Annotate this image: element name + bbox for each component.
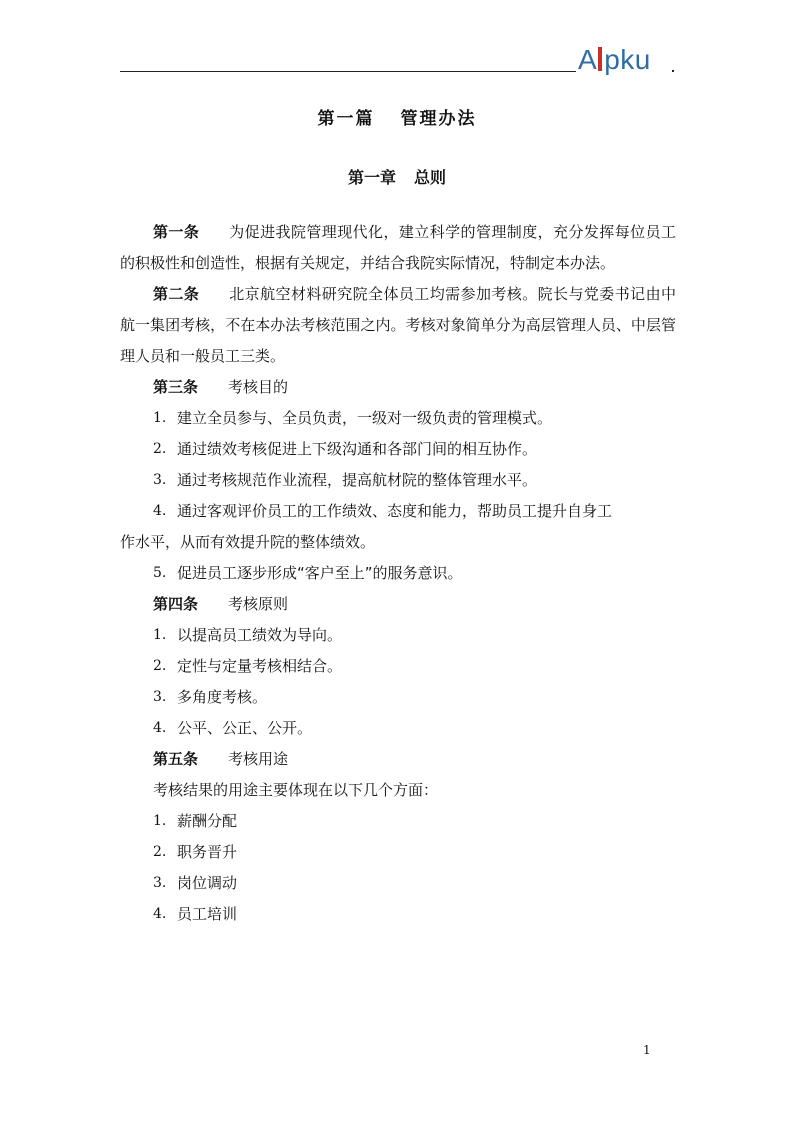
part-title xyxy=(0,104,794,129)
list-text: 定性与定量考核相结合。 xyxy=(177,657,343,675)
list-item xyxy=(120,620,676,651)
list-item-continuation: 作水平，从而有效提升院的整体绩效。 xyxy=(120,533,376,551)
article-4-heading xyxy=(120,589,676,620)
list-number: 4. xyxy=(153,906,167,922)
article-title: 考核用途 xyxy=(228,750,289,768)
list-text: 岗位调动 xyxy=(177,874,238,892)
list-item xyxy=(120,403,676,434)
article-text: 北京航空材料研究院全体员工均需参加考核。院长与党委书记由中航一集团考核，不在本办法考核范围之内。考核对象简单分为高层管理人员、中层管理人员和一般员工三类。 xyxy=(120,285,676,365)
article-label: 第三条 xyxy=(153,378,199,396)
article-2 xyxy=(120,279,676,372)
list-number: 2. xyxy=(153,441,167,457)
list-number: 1. xyxy=(153,410,167,426)
article-3-heading xyxy=(120,372,676,403)
list-number: 2. xyxy=(153,844,167,860)
list-item xyxy=(120,434,676,465)
list-text: 通过绩效考核促进上下级沟通和各部门间的相互协作。 xyxy=(177,440,538,458)
list-number: 2. xyxy=(153,658,167,674)
article-label: 第一条 xyxy=(153,223,200,241)
list-item xyxy=(120,558,676,589)
article-label: 第二条 xyxy=(153,285,200,303)
list-number: 1. xyxy=(153,627,167,643)
list-text: 多角度考核。 xyxy=(177,688,268,706)
page-number: 1 xyxy=(643,1043,651,1057)
list-item xyxy=(120,713,676,744)
list-text: 通过客观评价员工的工作绩效、态度和能力，帮助员工提升自身工 xyxy=(177,502,613,520)
logo-letters-pku: pku xyxy=(604,44,651,75)
article-label: 第五条 xyxy=(153,750,199,768)
list-text: 公平、公正、公开。 xyxy=(177,719,313,737)
list-number: 3. xyxy=(153,689,167,705)
part-name: 管理办法 xyxy=(400,109,477,129)
header-rule xyxy=(120,71,576,72)
list-item xyxy=(120,682,676,713)
list-item xyxy=(120,837,676,868)
list-text: 员工培训 xyxy=(177,905,238,923)
list-text: 通过考核规范作业流程，提高航材院的整体管理水平。 xyxy=(177,471,538,489)
article-1 xyxy=(120,217,676,279)
list-number: 4. xyxy=(153,503,167,519)
list-number: 4. xyxy=(153,720,167,736)
list-text: 以提高员工绩效为导向。 xyxy=(177,626,343,644)
list-number: 5. xyxy=(153,565,167,581)
list-text: 薪酬分配 xyxy=(177,812,238,830)
chapter-title xyxy=(0,165,794,188)
chapter-name: 总则 xyxy=(414,168,447,187)
logo xyxy=(578,40,651,74)
list-item xyxy=(120,899,676,930)
article-title: 考核原则 xyxy=(228,595,289,613)
article-title: 考核目的 xyxy=(228,378,289,396)
article-5-heading xyxy=(120,744,676,775)
chapter-label: 第一章 xyxy=(347,168,396,187)
part-label: 第一篇 xyxy=(317,109,375,129)
list-text: 职务晋升 xyxy=(177,843,238,861)
list-number: 1. xyxy=(153,813,167,829)
article-label: 第四条 xyxy=(153,595,199,613)
article-text: 为促进我院管理现代化，建立科学的管理制度，充分发挥每位员工的积极性和创造性，根据有关规定，并结合我院实际情况，特制定本办法。 xyxy=(120,223,676,272)
logo-red-bar xyxy=(598,47,602,71)
header-rule-end xyxy=(672,70,674,72)
list-item xyxy=(120,496,676,527)
list-number: 3. xyxy=(153,472,167,488)
list-text: 建立全员参与、全员负责，一级对一级负责的管理模式。 xyxy=(177,409,553,427)
list-item xyxy=(120,465,676,496)
list-item xyxy=(120,651,676,682)
list-item xyxy=(120,806,676,837)
list-item xyxy=(120,868,676,899)
logo-letter-a: A xyxy=(578,44,598,75)
article-5-intro: 考核结果的用途主要体现在以下几个方面： xyxy=(153,781,439,799)
list-number: 3. xyxy=(153,875,167,891)
document-body xyxy=(120,217,676,930)
list-text: 促进员工逐步形成“客户至上”的服务意识。 xyxy=(177,564,463,582)
